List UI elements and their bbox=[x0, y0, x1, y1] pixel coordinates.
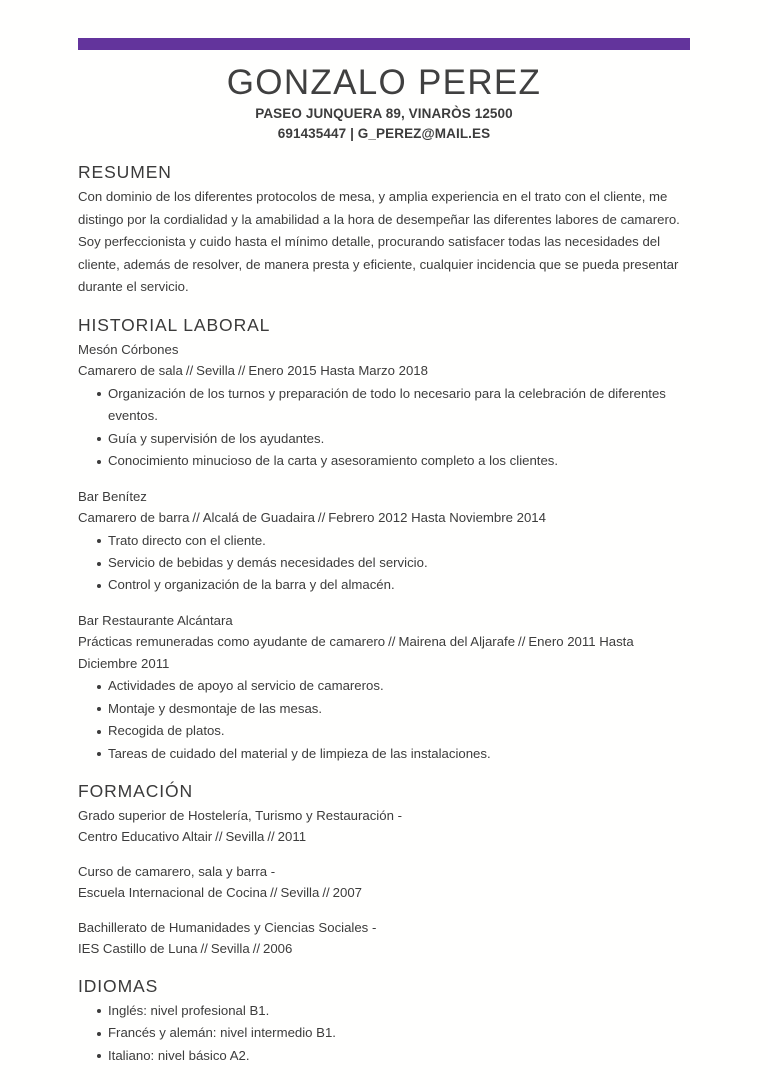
meta-separator: // bbox=[518, 634, 526, 650]
section-title-summary: RESUMEN bbox=[78, 162, 172, 182]
job-meta bbox=[78, 631, 688, 674]
education-meta bbox=[78, 882, 688, 904]
accent-bar bbox=[78, 38, 690, 50]
resume-body bbox=[78, 160, 688, 1067]
meta-separator: // bbox=[270, 885, 278, 901]
contact-phone-email: 691435447 | G_PEREZ@MAIL.ES bbox=[277, 125, 491, 141]
job-organization: Mesón Córbones bbox=[78, 341, 179, 357]
list-item: Tareas de cuidado del material y de limpieza de las instalaciones. bbox=[78, 743, 688, 765]
education-year: 2006 bbox=[263, 941, 293, 957]
contact-address: PASEO JUNQUERA 89, VINARÒS 12500 bbox=[255, 106, 513, 121]
meta-separator: // bbox=[200, 941, 208, 957]
section-education bbox=[78, 779, 688, 960]
section-languages bbox=[78, 974, 688, 1067]
job-meta bbox=[78, 360, 688, 382]
education-program: Curso de camarero, sala y barra - bbox=[78, 863, 276, 879]
education-institution: Centro Educativo Altair bbox=[78, 829, 213, 845]
list-item: Organización de los turnos y preparación de todo lo necesario para la celebración de diferentes eventos. bbox=[78, 383, 688, 428]
meta-separator: // bbox=[267, 829, 275, 845]
meta-separator: // bbox=[215, 829, 223, 845]
job-location: Alcalá de Guadaira bbox=[202, 510, 315, 526]
education-location: Sevilla bbox=[225, 829, 265, 845]
list-item: Francés y alemán: nivel intermedio B1. bbox=[78, 1022, 688, 1044]
education-location: Sevilla bbox=[280, 885, 320, 901]
list-item: Italiano: nivel básico A2. bbox=[78, 1045, 688, 1067]
job-role: Prácticas remuneradas como ayudante de camarero bbox=[78, 634, 386, 650]
education-entry bbox=[78, 917, 688, 960]
list-item: Conocimiento minucioso de la carta y asesoramiento completo a los clientes. bbox=[78, 450, 688, 472]
job-dates: Enero 2011 Hasta Diciembre 2011 bbox=[78, 634, 634, 671]
experience-entry bbox=[78, 610, 688, 765]
education-entry bbox=[78, 861, 688, 904]
section-experience bbox=[78, 313, 688, 765]
education-program: Bachillerato de Humanidades y Ciencias Sociales - bbox=[78, 919, 377, 935]
job-dates: Enero 2015 Hasta Marzo 2018 bbox=[248, 363, 428, 379]
job-meta bbox=[78, 507, 688, 529]
job-bullet-list bbox=[78, 530, 688, 597]
meta-separator: // bbox=[388, 634, 396, 650]
education-meta bbox=[78, 826, 688, 848]
meta-separator: // bbox=[238, 363, 246, 379]
section-title-experience: HISTORIAL LABORAL bbox=[78, 314, 271, 335]
education-program: Grado superior de Hostelería, Turismo y Restauración - bbox=[78, 807, 402, 823]
experience-entry bbox=[78, 486, 688, 597]
summary-text: Con dominio de los diferentes protocolos de mesa, y amplia experiencia en el trato con el cliente, me distingo por la cordialidad y la amabilidad a la hora de desempeñar las diferentes labores de camarero. Soy perfeccionista y cuido hasta el mínimo detalle, procurando satisfacer todas las necesidades del cliente, además de resolver, de manera presta y eficiente, cualquier incidencia que se pueda presentar durante el servicio. bbox=[78, 189, 680, 295]
job-organization: Bar Benítez bbox=[78, 488, 147, 504]
education-year: 2011 bbox=[277, 829, 307, 845]
job-organization: Bar Restaurante Alcántara bbox=[78, 612, 233, 628]
education-institution: Escuela Internacional de Cocina bbox=[78, 885, 268, 901]
education-year: 2007 bbox=[332, 885, 362, 901]
list-item: Control y organización de la barra y del almacén. bbox=[78, 574, 688, 596]
job-location: Mairena del Aljarafe bbox=[398, 634, 516, 650]
experience-entry bbox=[78, 339, 688, 473]
education-meta bbox=[78, 938, 688, 960]
job-bullet-list bbox=[78, 383, 688, 473]
job-role: Camarero de barra bbox=[78, 510, 190, 526]
section-title-education: FORMACIÓN bbox=[78, 780, 194, 801]
job-bullet-list bbox=[78, 675, 688, 765]
list-item: Inglés: nivel profesional B1. bbox=[78, 1000, 688, 1022]
resume-header bbox=[0, 62, 768, 143]
section-title-languages: IDIOMAS bbox=[78, 975, 159, 996]
list-item: Servicio de bebidas y demás necesidades del servicio. bbox=[78, 552, 688, 574]
section-summary bbox=[78, 160, 688, 299]
education-entry bbox=[78, 805, 688, 848]
job-dates: Febrero 2012 Hasta Noviembre 2014 bbox=[328, 510, 546, 526]
meta-separator: // bbox=[185, 363, 194, 379]
education-institution: IES Castillo de Luna bbox=[78, 941, 198, 957]
list-item: Montaje y desmontaje de las mesas. bbox=[78, 698, 688, 720]
language-list bbox=[78, 1000, 688, 1067]
list-item: Guía y supervisión de los ayudantes. bbox=[78, 428, 688, 450]
list-item: Actividades de apoyo al servicio de camareros. bbox=[78, 675, 688, 697]
job-role: Camarero de sala bbox=[78, 363, 183, 379]
job-location: Sevilla bbox=[196, 363, 236, 379]
meta-separator: // bbox=[252, 941, 261, 957]
education-location: Sevilla bbox=[210, 941, 250, 957]
list-item: Recogida de platos. bbox=[78, 720, 688, 742]
meta-separator: // bbox=[192, 510, 200, 526]
meta-separator: // bbox=[322, 885, 330, 901]
meta-separator: // bbox=[317, 510, 326, 526]
page-title: GONZALO PEREZ bbox=[226, 63, 542, 102]
list-item: Trato directo con el cliente. bbox=[78, 530, 688, 552]
